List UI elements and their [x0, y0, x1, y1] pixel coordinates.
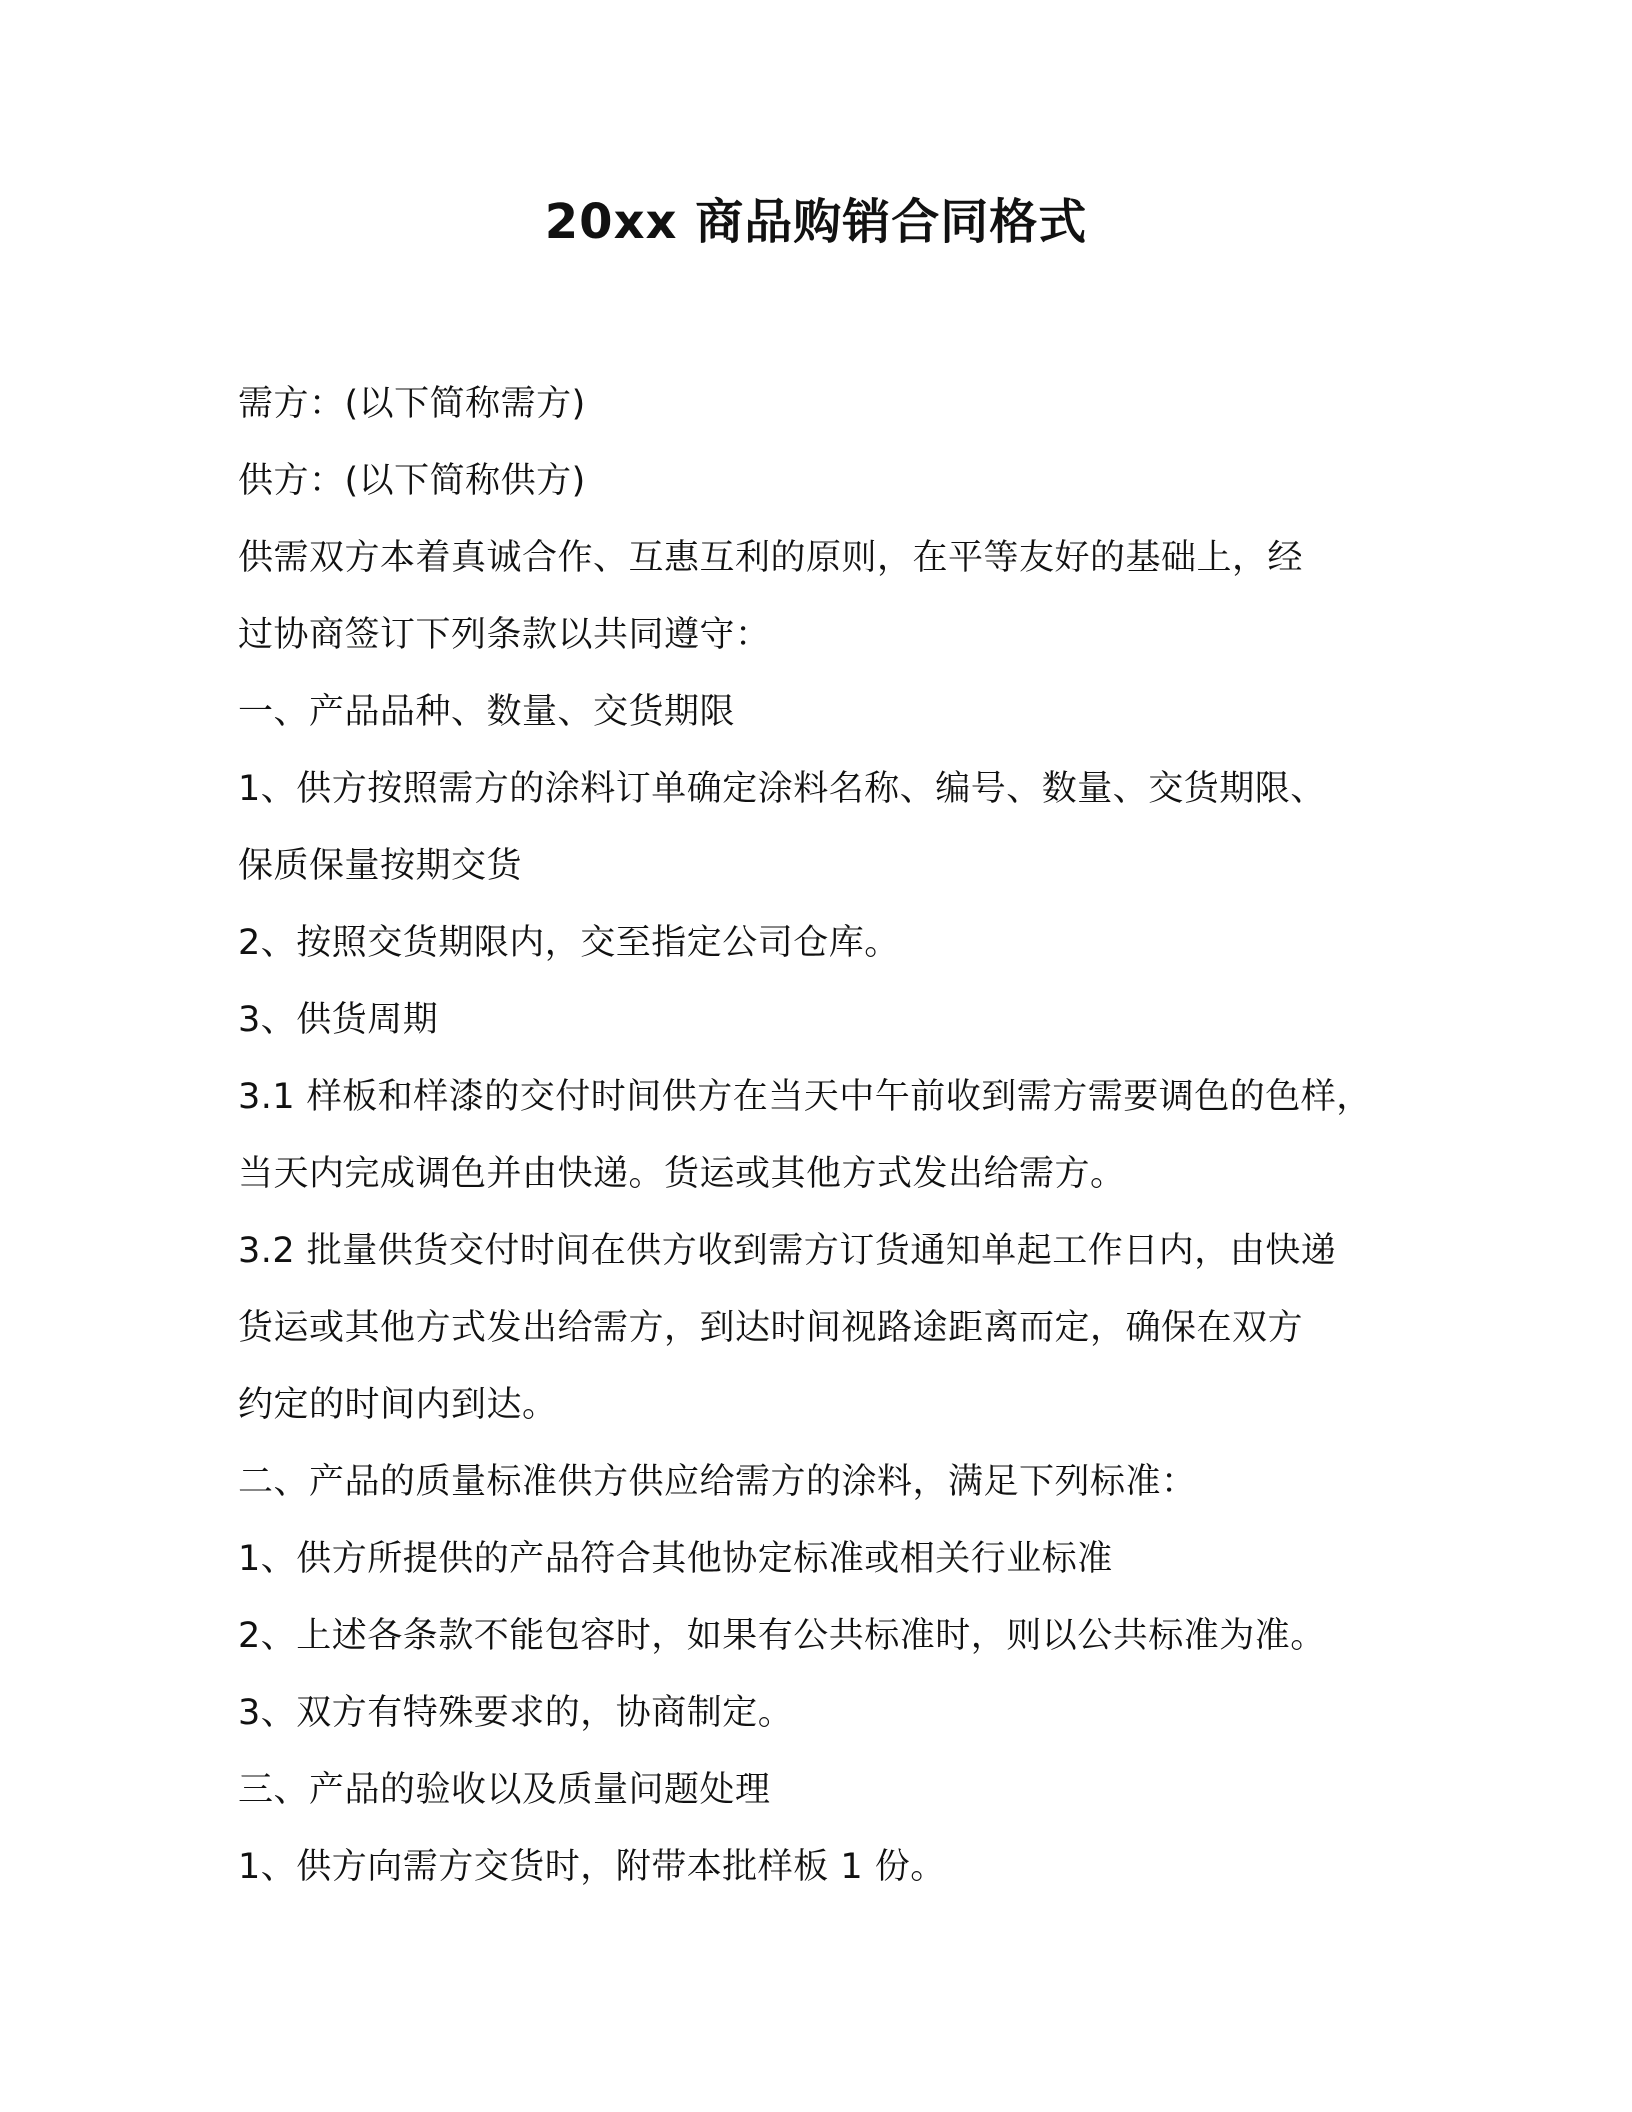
- clause-line: 1、供方所提供的产品符合其他协定标准或相关行业标准: [238, 1539, 1113, 1579]
- clause-line: 3、供货周期: [238, 1000, 439, 1040]
- clause-line: 3、双方有特殊要求的，协商制定。: [238, 1693, 794, 1733]
- party-buyer-line: 需方：(以下简称需方): [238, 384, 586, 424]
- party-supplier-line: 供方：(以下简称供方): [238, 461, 586, 501]
- clause-line: 当天内完成调色并由快递。货运或其他方式发出给需方。: [238, 1154, 1126, 1194]
- document-body: [238, 366, 1418, 1906]
- section-heading: 二、产品的质量标准供方供应给需方的涂料，满足下列标准：: [238, 1462, 1197, 1502]
- clause-line: 3.2 批量供货交付时间在供方收到需方订货通知单起工作日内，由快递: [238, 1231, 1337, 1271]
- preamble-line: 供需双方本着真诚合作、互惠互利的原则，在平等友好的基础上，经: [238, 538, 1304, 578]
- clause-line: 1、供方按照需方的涂料订单确定涂料名称、编号、数量、交货期限、: [238, 769, 1326, 809]
- clause-line: 保质保量按期交货: [238, 846, 523, 886]
- clause-line: 2、上述各条款不能包容时，如果有公共标准时，则以公共标准为准。: [238, 1616, 1326, 1656]
- preamble-line: 过协商签订下列条款以共同遵守：: [238, 615, 771, 655]
- clause-line: 约定的时间内到达。: [238, 1385, 558, 1425]
- section-heading: 三、产品的验收以及质量问题处理: [238, 1770, 771, 1810]
- section-heading: 一、产品品种、数量、交货期限: [238, 692, 736, 732]
- document-title: 20xx 商品购销合同格式: [544, 194, 1088, 250]
- clause-line: 1、供方向需方交货时，附带本批样板 1 份。: [238, 1847, 946, 1887]
- clause-line: 货运或其他方式发出给需方，到达时间视路途距离而定，确保在双方: [238, 1308, 1304, 1348]
- clause-line: 2、按照交货期限内，交至指定公司仓库。: [238, 923, 900, 963]
- clause-line: 3.1 样板和样漆的交付时间供方在当天中午前收到需方需要调色的色样，: [238, 1077, 1372, 1117]
